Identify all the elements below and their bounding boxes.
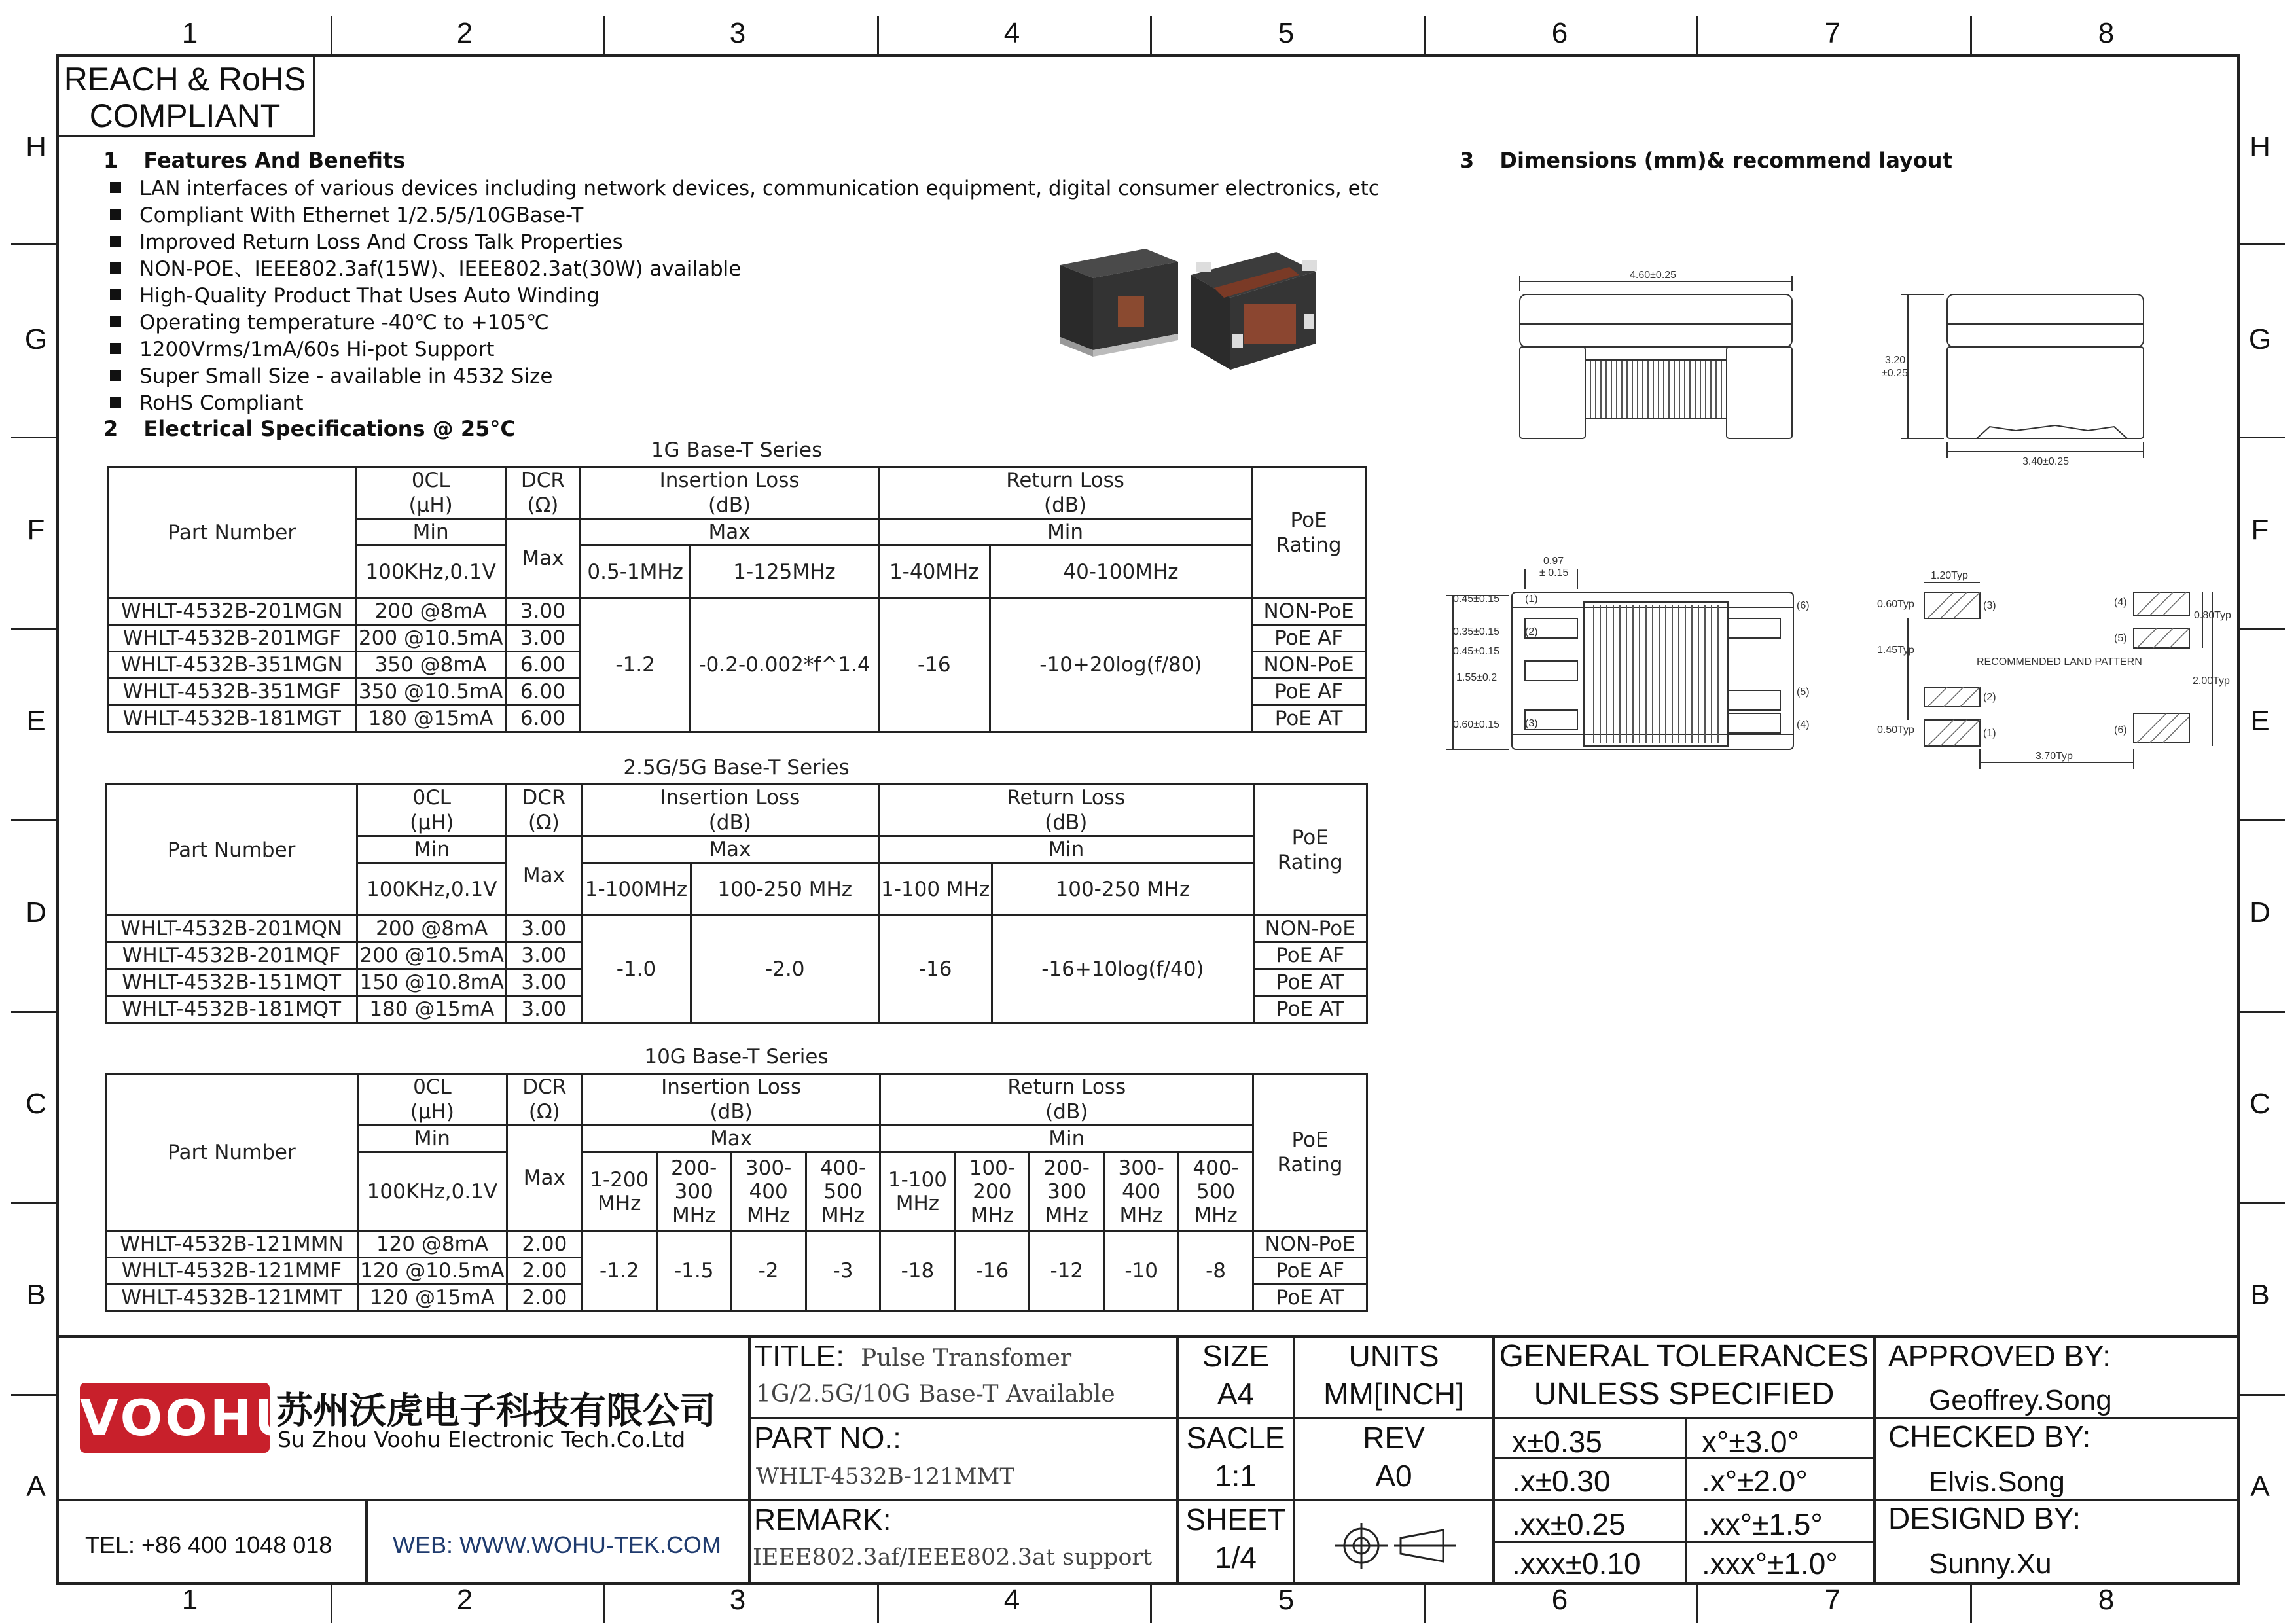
h-f2: 100-250 MHz	[691, 863, 879, 916]
cell-part-number: WHLT-4532B-151MQT	[106, 969, 357, 996]
h-insertion-loss: Insertion Loss (dB)	[582, 1074, 880, 1126]
part-no-label: PART NO.:	[754, 1421, 901, 1455]
features-heading-num: 1	[103, 148, 118, 173]
cell-dcr: 6.00	[505, 652, 581, 679]
cell-dcr: 2.00	[507, 1231, 582, 1258]
cell-il2: -2.0	[691, 916, 879, 1023]
electrical-heading-text: Electrical Specifications @ 25°C	[143, 416, 516, 441]
cell-rl: -8	[1179, 1231, 1253, 1311]
zone-col-top: 6	[1551, 17, 1568, 49]
cell-ocl: 150 @10.8mA	[357, 969, 507, 996]
dimensions-heading	[1460, 148, 1952, 173]
zone-tick	[1424, 16, 1426, 54]
rl-freq-header: 400- 500 MHz	[1179, 1152, 1253, 1231]
cell-poe: PoE AF	[1252, 625, 1366, 652]
h-ocl-min: Min	[357, 1126, 507, 1152]
tolerance-value: .xxx±0.10	[1512, 1546, 1641, 1580]
h-il-max: Max	[581, 519, 879, 546]
pin-3-label: (3)	[1525, 718, 1538, 729]
zone-tick	[2240, 243, 2285, 245]
table-10g-caption: 10G Base-T Series	[644, 1045, 829, 1069]
feature-text: Operating temperature -40℃ to +105℃	[139, 311, 549, 334]
zone-tick	[11, 437, 56, 438]
h-ocl-cond: 100KHz,0.1V	[357, 863, 507, 916]
cell-ocl: 120 @15mA	[357, 1285, 507, 1311]
zone-row-left: F	[27, 514, 45, 546]
cell-ocl: 200 @10.5mA	[356, 625, 505, 652]
square-bullet-icon	[110, 209, 121, 220]
rl-freq-header: 300- 400 MHz	[1104, 1152, 1179, 1231]
zone-col-bottom: 3	[729, 1584, 746, 1616]
cell-ocl: 120 @8mA	[357, 1231, 507, 1258]
features-heading-text: Features And Benefits	[143, 148, 406, 173]
zone-row-right: F	[2251, 514, 2269, 546]
designed-label: DESIGND BY:	[1888, 1501, 2081, 1535]
tolerance-value: .x±0.30	[1512, 1464, 1611, 1498]
zone-tick	[11, 1202, 56, 1204]
h-return-loss: Return Loss (dB)	[880, 1074, 1253, 1126]
zone-row-right: G	[2248, 323, 2272, 355]
dim-d4: 1.55±0.2	[1456, 672, 1498, 683]
zone-tick	[2240, 1011, 2285, 1013]
zone-tick	[877, 16, 879, 54]
zone-col-bottom: 2	[456, 1584, 473, 1616]
zone-row-left: E	[26, 705, 46, 737]
zone-col-top: 8	[2098, 17, 2115, 49]
component-open-render	[1191, 252, 1317, 370]
zone-col-top: 3	[729, 17, 746, 49]
table-1g-caption: 1G Base-T Series	[651, 438, 823, 462]
h-poe-rating: PoE Rating	[1253, 785, 1367, 916]
company-name-cn: 苏州沃虎电子科技有限公司	[276, 1390, 716, 1433]
feature-text: Improved Return Loss And Cross Talk Properties	[139, 230, 623, 254]
h-ocl-cond: 100KHz,0.1V	[356, 546, 505, 598]
table-row	[108, 598, 1366, 625]
pin-1-label: (1)	[1525, 594, 1538, 605]
zone-row-right: B	[2250, 1279, 2270, 1311]
square-bullet-icon	[110, 370, 121, 381]
lp-dim-050: 0.50Typ	[1877, 724, 1914, 736]
spec-table-1g	[107, 466, 1367, 733]
h-il-max: Max	[581, 836, 878, 863]
lp-dim-120: 1.20Typ	[1931, 570, 1968, 581]
lp-pin-3: (3)	[1983, 600, 1996, 611]
dim-d1: 0.45±0.15	[1453, 594, 1500, 605]
electrical-heading-num: 2	[103, 416, 118, 441]
spec-table-25g	[105, 783, 1368, 1024]
cell-rl: -12	[1030, 1231, 1104, 1311]
h-return-loss: Return Loss (dB)	[878, 467, 1251, 519]
table-25g-caption: 2.5G/5G Base-T Series	[623, 756, 850, 779]
h-ocl-min: Min	[357, 836, 507, 863]
h-part-number: Part Number	[106, 1074, 358, 1231]
h-rl-min: Min	[879, 836, 1254, 863]
cell-dcr: 2.00	[507, 1258, 582, 1285]
feature-item	[110, 202, 1380, 229]
lp-dim-200: 2.00Typ	[2193, 675, 2230, 687]
zone-col-top: 2	[456, 17, 473, 49]
cell-part-number: WHLT-4532B-351MGF	[108, 679, 357, 705]
square-bullet-icon	[110, 182, 121, 193]
zone-row-left: H	[26, 131, 46, 163]
feature-item	[110, 175, 1380, 202]
tolerance-value: .xx±0.25	[1512, 1507, 1626, 1541]
checked-label: CHECKED BY:	[1888, 1419, 2091, 1454]
zone-tick	[331, 16, 332, 54]
product-render	[1047, 236, 1335, 373]
zone-col-bottom: 7	[1824, 1584, 1841, 1616]
rl-freq-header: 1-100 MHz	[880, 1152, 955, 1231]
scale-label: SACLE	[1186, 1421, 1285, 1455]
cell-rl: -18	[880, 1231, 955, 1311]
lp-dim-370: 3.70Typ	[2036, 751, 2073, 762]
h-dcr-max: Max	[507, 1126, 582, 1231]
cell-ocl: 350 @10.5mA	[356, 679, 505, 705]
zone-tick	[1150, 16, 1152, 54]
rl-freq-header: 100- 200 MHz	[955, 1152, 1030, 1231]
cell-il2: -0.2-0.002*f^1.4	[691, 598, 879, 732]
h-f2: 1-125MHz	[691, 546, 879, 598]
dim-width-top: 4.60±0.25	[1630, 270, 1677, 281]
cell-ocl: 200 @8mA	[357, 916, 507, 942]
remark-value: IEEE802.3af/IEEE802.3at support	[753, 1544, 1153, 1571]
zone-tick	[1696, 1585, 1698, 1623]
bottom-winding	[1594, 605, 1718, 743]
h-part-number: Part Number	[108, 467, 357, 598]
square-bullet-icon	[110, 262, 121, 274]
sheet-value: 1/4	[1215, 1541, 1257, 1575]
dimensions-heading-text: Dimensions (mm)& recommend layout	[1499, 148, 1952, 173]
side-view	[1901, 294, 2144, 458]
sheet-label: SHEET	[1185, 1503, 1286, 1537]
cell-part-number: WHLT-4532B-351MGN	[108, 652, 357, 679]
compliance-badge	[57, 56, 315, 137]
cell-dcr: 3.00	[507, 969, 581, 996]
cell-dcr: 3.00	[505, 625, 581, 652]
cell-il: -3	[806, 1231, 880, 1311]
h-poe-rating: PoE Rating	[1252, 467, 1366, 598]
logo-text: VOOHU	[80, 1389, 298, 1447]
lp-dim-080: 0.80Typ	[2194, 610, 2231, 621]
cell-rl: -10	[1104, 1231, 1179, 1311]
table-row	[106, 1231, 1367, 1258]
approved-value: Geoffrey.Song	[1929, 1384, 2112, 1416]
zone-col-bottom: 5	[1278, 1584, 1295, 1616]
feature-text: RoHS Compliant	[139, 391, 304, 415]
cell-dcr: 3.00	[507, 996, 581, 1023]
cell-part-number: WHLT-4532B-201MGN	[108, 598, 357, 625]
h-dcr: DCR (Ω)	[505, 467, 581, 519]
size-label: SIZE	[1202, 1339, 1270, 1373]
h-ocl: 0CL (μH)	[357, 785, 507, 836]
title-subtitle: 1G/2.5G/10G Base-T Available	[756, 1381, 1115, 1408]
cell-dcr: 3.00	[505, 598, 581, 625]
feature-item	[110, 390, 1380, 417]
zone-row-left: B	[26, 1279, 46, 1311]
designed-value: Sunny.Xu	[1929, 1548, 2052, 1580]
dim-pad-a: 0.97	[1543, 556, 1564, 567]
cell-il: -1.5	[656, 1231, 731, 1311]
h-ocl: 0CL (μH)	[357, 1074, 507, 1126]
tel: TEL: +86 400 1048 018	[85, 1531, 332, 1558]
h-insertion-loss: Insertion Loss (dB)	[581, 785, 878, 836]
h-dcr: DCR (Ω)	[507, 1074, 582, 1126]
pin-6-label: (6)	[1797, 600, 1810, 611]
cell-part-number: WHLT-4532B-121MMF	[106, 1258, 358, 1285]
cell-poe: PoE AT	[1253, 1285, 1367, 1311]
zone-row-left: A	[26, 1471, 46, 1503]
cell-dcr: 6.00	[505, 705, 581, 732]
cell-poe: PoE AF	[1252, 679, 1366, 705]
tolerance-value: .xx°±1.5°	[1702, 1507, 1823, 1541]
zone-tick	[1970, 1585, 1972, 1623]
cell-rl2: -16+10log(f/40)	[992, 916, 1253, 1023]
feature-text: Super Small Size - available in 4532 Size	[139, 365, 553, 388]
cell-ocl: 200 @10.5mA	[357, 942, 507, 969]
electrical-heading	[103, 416, 516, 441]
pin-4-label: (4)	[1797, 719, 1810, 730]
cell-il1: -1.2	[581, 598, 691, 732]
pin-2-label: (2)	[1525, 626, 1538, 637]
zone-col-top: 4	[1003, 17, 1020, 49]
zone-tick	[331, 1585, 332, 1623]
zone-tick	[2240, 1394, 2285, 1396]
dim-d3: 0.45±0.15	[1453, 646, 1500, 657]
feature-text: NON-POE、IEEE802.3af(15W)、IEEE802.3at(30W) available	[139, 257, 742, 281]
cell-poe: PoE AF	[1253, 942, 1367, 969]
h-part-number: Part Number	[106, 785, 357, 916]
feature-text: Compliant With Ethernet 1/2.5/5/10GBase-T	[139, 204, 584, 227]
zone-row-left: G	[24, 323, 48, 355]
dimension-drawings	[1427, 262, 2251, 785]
checked-value: Elvis.Song	[1929, 1466, 2065, 1498]
compliance-line-2: COMPLIANT	[89, 98, 281, 134]
h-dcr: DCR (Ω)	[507, 785, 581, 836]
feature-text: LAN interfaces of various devices including network devices, communication equipment, digital consumer electronics, etc	[139, 177, 1380, 200]
il-freq-header: 200- 300 MHz	[656, 1152, 731, 1231]
h-f1: 0.5-1MHz	[581, 546, 691, 598]
zone-tick	[11, 819, 56, 821]
cell-il1: -1.0	[581, 916, 691, 1023]
zone-col-bottom: 1	[181, 1584, 198, 1616]
scale-value: 1:1	[1215, 1459, 1257, 1493]
square-bullet-icon	[110, 289, 121, 300]
zone-row-right: H	[2250, 131, 2270, 163]
cell-part-number: WHLT-4532B-201MQF	[106, 942, 357, 969]
tolerance-label-2: UNLESS SPECIFIED	[1534, 1377, 1835, 1412]
cell-il: -2	[731, 1231, 806, 1311]
zone-tick	[1150, 1585, 1152, 1623]
cell-poe: PoE AT	[1253, 969, 1367, 996]
cell-poe: PoE AF	[1253, 1258, 1367, 1285]
rev-value: A0	[1375, 1459, 1412, 1493]
title-label: TITLE:	[754, 1339, 845, 1373]
front-winding	[1590, 361, 1721, 418]
zone-tick	[877, 1585, 879, 1623]
h-dcr-max: Max	[505, 519, 581, 598]
tolerance-label-1: GENERAL TOLERANCES	[1499, 1339, 1869, 1374]
zone-tick	[11, 1394, 56, 1396]
lp-pin-2: (2)	[1983, 692, 1996, 703]
cell-dcr: 3.00	[507, 942, 581, 969]
feature-text: High-Quality Product That Uses Auto Winding	[139, 284, 600, 308]
zone-tick	[603, 1585, 605, 1623]
projection-symbol-icon	[1322, 1520, 1466, 1572]
rl-freq-header: 200- 300 MHz	[1030, 1152, 1104, 1231]
cell-poe: NON-PoE	[1253, 1231, 1367, 1258]
cell-rl: -16	[955, 1231, 1030, 1311]
h-f4: 100-250 MHz	[992, 863, 1253, 916]
rev-label: REV	[1363, 1421, 1425, 1455]
land-pattern	[1908, 582, 2212, 769]
cell-il: -1.2	[582, 1231, 656, 1311]
cell-part-number: WHLT-4532B-121MMT	[106, 1285, 358, 1311]
h-rl-min: Min	[878, 519, 1251, 546]
cell-rl2: -10+20log(f/80)	[990, 598, 1252, 732]
cell-ocl: 350 @8mA	[356, 652, 505, 679]
cell-dcr: 2.00	[507, 1285, 582, 1311]
h-dcr-max: Max	[507, 836, 581, 916]
h-ocl: 0CL (μH)	[356, 467, 505, 519]
cell-poe: PoE AT	[1253, 996, 1367, 1023]
cell-poe: NON-PoE	[1252, 652, 1366, 679]
zone-row-right: E	[2250, 705, 2270, 737]
zone-col-top: 1	[181, 17, 198, 49]
zone-row-right: C	[2250, 1088, 2270, 1120]
zone-col-top: 5	[1278, 17, 1295, 49]
h-insertion-loss: Insertion Loss (dB)	[581, 467, 879, 519]
tolerance-value: .xxx°±1.0°	[1702, 1546, 1838, 1580]
cell-ocl: 180 @15mA	[356, 705, 505, 732]
zone-row-right: A	[2250, 1471, 2270, 1503]
dim-pad-b: ± 0.15	[1539, 567, 1569, 579]
zone-tick	[11, 628, 56, 630]
zone-row-left: C	[26, 1088, 46, 1120]
lp-dim-060: 0.60Typ	[1877, 599, 1914, 610]
cell-rl1: -16	[878, 598, 990, 732]
zone-col-bottom: 4	[1003, 1584, 1020, 1616]
cell-ocl: 120 @10.5mA	[357, 1258, 507, 1285]
zone-row-left: D	[26, 897, 46, 929]
h-il-max: Max	[582, 1126, 880, 1152]
approved-label: APPROVED BY:	[1888, 1339, 2111, 1373]
tolerance-value: x°±3.0°	[1702, 1425, 1799, 1459]
dim-width-side: 3.40±0.25	[2022, 456, 2070, 467]
h-f3: 1-100 MHz	[879, 863, 992, 916]
il-freq-header: 400- 500 MHz	[806, 1152, 880, 1231]
cell-part-number: WHLT-4532B-121MMN	[106, 1231, 358, 1258]
cell-dcr: 6.00	[505, 679, 581, 705]
zone-col-top: 7	[1824, 17, 1841, 49]
h-poe-rating: PoE Rating	[1253, 1074, 1367, 1231]
h-ocl-min: Min	[356, 519, 505, 546]
dim-height-b: ±0.25	[1882, 368, 1908, 379]
il-freq-header: 300- 400 MHz	[731, 1152, 806, 1231]
tolerance-value: .x°±2.0°	[1702, 1464, 1808, 1498]
h-f4: 40-100MHz	[990, 546, 1252, 598]
square-bullet-icon	[110, 316, 121, 327]
cell-ocl: 180 @15mA	[357, 996, 507, 1023]
zone-tick	[11, 243, 56, 245]
cell-poe: NON-PoE	[1252, 598, 1366, 625]
part-no-value: WHLT-4532B-121MMT	[756, 1463, 1015, 1489]
zone-col-bottom: 8	[2098, 1584, 2115, 1616]
h-ocl-cond: 100KHz,0.1V	[357, 1152, 507, 1231]
lp-pin-6: (6)	[2114, 724, 2127, 736]
zone-tick	[1424, 1585, 1426, 1623]
lp-pin-4: (4)	[2114, 597, 2127, 608]
units-label: UNITS	[1348, 1339, 1439, 1373]
dim-height-a: 3.20	[1885, 355, 1906, 366]
table-row	[106, 916, 1367, 942]
dim-d5: 0.60±0.15	[1453, 719, 1500, 730]
cell-rl1: -16	[879, 916, 992, 1023]
features-heading	[103, 148, 405, 173]
title-value: Pulse Transfomer	[861, 1345, 1072, 1372]
lp-dim-145: 1.45Typ	[1877, 645, 1914, 656]
h-f3: 1-40MHz	[878, 546, 990, 598]
cell-part-number: WHLT-4532B-181MGT	[108, 705, 357, 732]
size-value: A4	[1217, 1377, 1255, 1411]
square-bullet-icon	[110, 397, 121, 408]
units-value: MM[INCH]	[1323, 1377, 1464, 1411]
lp-pin-5: (5)	[2114, 633, 2127, 644]
zone-tick	[1970, 16, 1972, 54]
square-bullet-icon	[110, 236, 121, 247]
cell-part-number: WHLT-4532B-201MQN	[106, 916, 357, 942]
zone-col-bottom: 6	[1551, 1584, 1568, 1616]
component-enclosed-render	[1060, 249, 1178, 357]
h-f1: 1-100MHz	[581, 863, 691, 916]
dimensions-heading-num: 3	[1460, 148, 1475, 173]
front-view	[1520, 276, 1792, 438]
lp-pin-1: (1)	[1983, 728, 1996, 739]
cell-part-number: WHLT-4532B-201MGF	[108, 625, 357, 652]
il-freq-header: 1-200 MHz	[582, 1152, 656, 1231]
cell-poe: NON-PoE	[1253, 916, 1367, 942]
company-name-en: Su Zhou Voohu Electronic Tech.Co.Ltd	[278, 1427, 686, 1452]
cell-ocl: 200 @8mA	[356, 598, 505, 625]
h-return-loss: Return Loss (dB)	[879, 785, 1254, 836]
lp-title: RECOMMENDED LAND PATTERN	[1977, 656, 2142, 668]
zone-tick	[603, 16, 605, 54]
spec-table-10g	[105, 1073, 1368, 1312]
zone-tick	[1696, 16, 1698, 54]
compliance-line-1: REACH & RoHS	[63, 61, 306, 98]
zone-row-right: D	[2250, 897, 2270, 929]
website-link[interactable]: WEB: WWW.WOHU-TEK.COM	[393, 1531, 721, 1558]
zone-tick	[11, 1011, 56, 1013]
cell-part-number: WHLT-4532B-181MQT	[106, 996, 357, 1023]
pin-5-label: (5)	[1797, 687, 1810, 698]
company-logo	[80, 1383, 298, 1453]
h-rl-min: Min	[880, 1126, 1253, 1152]
cell-poe: PoE AT	[1252, 705, 1366, 732]
tolerance-value: x±0.35	[1512, 1425, 1602, 1459]
remark-label: REMARK:	[754, 1503, 891, 1537]
feature-text: 1200Vrms/1mA/60s Hi-pot Support	[139, 338, 495, 361]
zone-tick	[2240, 1202, 2285, 1204]
cell-dcr: 3.00	[507, 916, 581, 942]
dim-d2: 0.35±0.15	[1453, 626, 1500, 637]
square-bullet-icon	[110, 343, 121, 354]
zone-tick	[2240, 819, 2285, 821]
